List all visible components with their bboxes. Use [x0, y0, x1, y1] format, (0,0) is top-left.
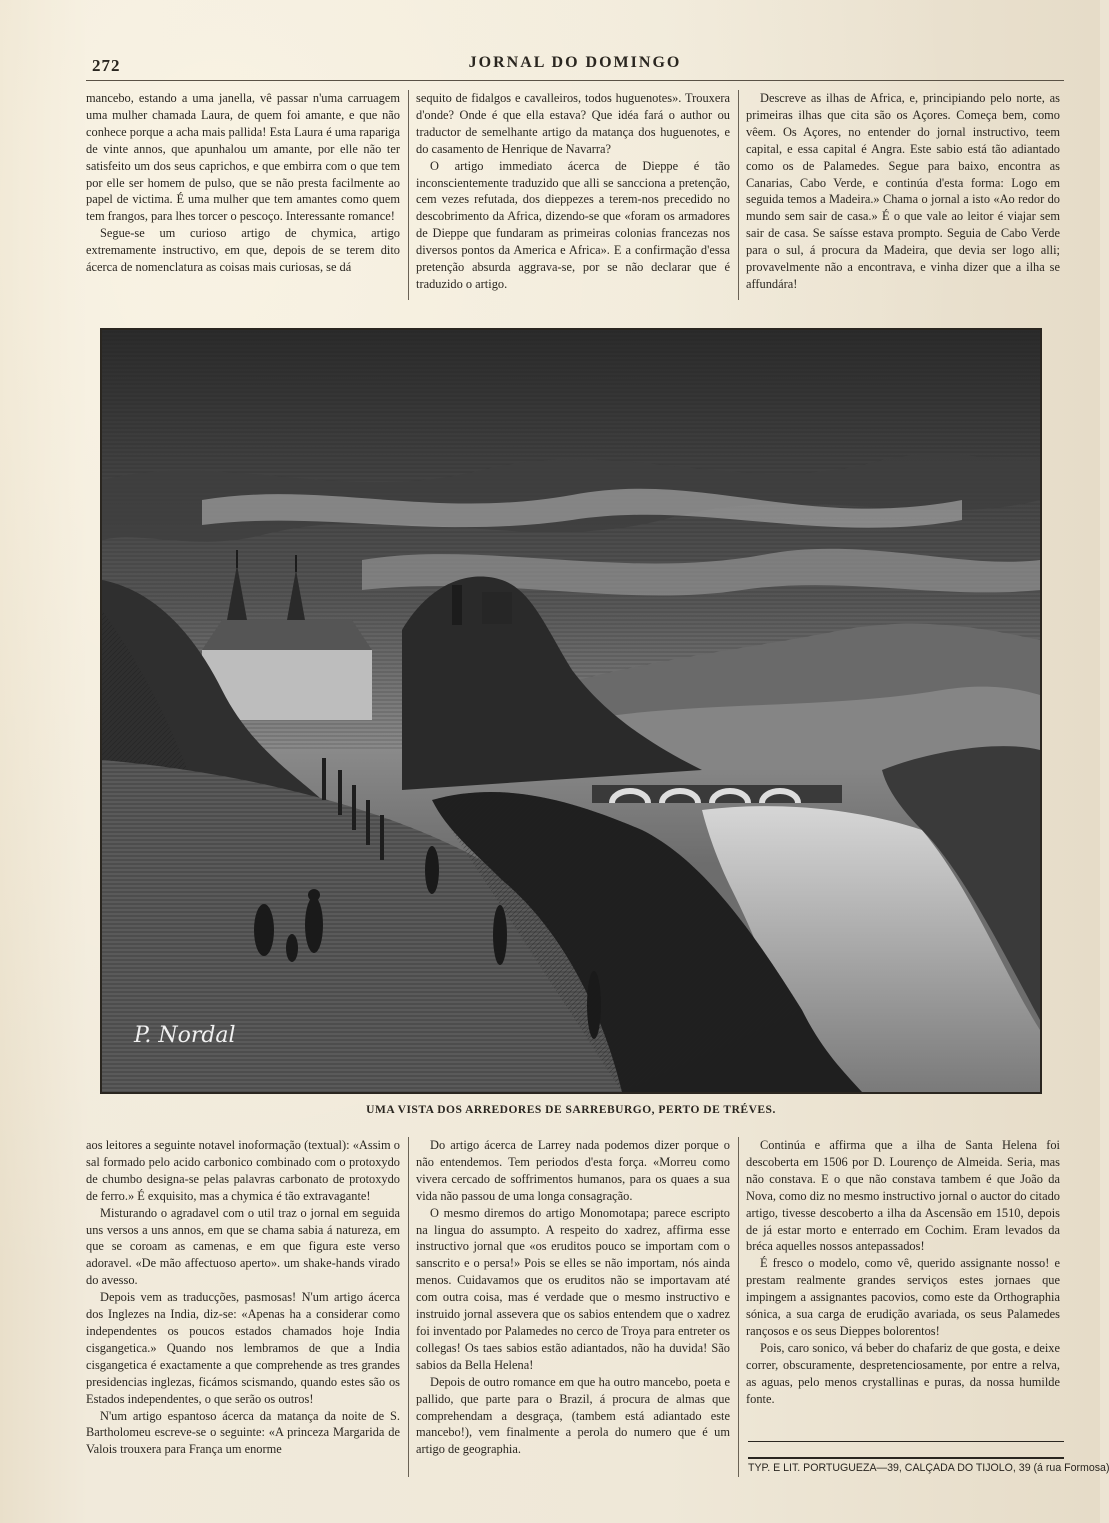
paragraph: sequito de fidalgos e cavalleiros, todos huguenotes». Trouxera d'onde? Onde é que ella estava? Que idéa fará o author ou traductor de semelhante artigo da matança dos huguenotes, e do casamento de Henrique de Navarra? — [416, 91, 730, 156]
engraving-illustration — [100, 328, 1042, 1094]
column-rule — [408, 1137, 409, 1477]
paragraph: Misturando o agradavel com o util traz o jornal em seguida uns versos a uns annos, em que se chama sabia á natureza, em que se coroam as camenas, e em que figura este verso adoravel. «De mão affectuoso aperto». um shake-hands virado do avesso. — [86, 1205, 400, 1288]
artist-signature: P. Nordal — [134, 1023, 236, 1048]
paragraph: Do artigo ácerca de Larrey nada podemos dizer porque o não entendemos. Tem periodos d'esta força. «Morreu como vivera cercado de soffrimentos humanos, para os quaes a sua vida não passou de uma longa consagração. — [416, 1138, 730, 1203]
column-rule — [738, 1137, 739, 1477]
imprint-rule — [748, 1441, 1064, 1442]
running-head — [86, 52, 1064, 81]
paragraph: Segue-se um curioso artigo de chymica, artigo extremamente instructivo, em que, depois de se terem dito ácerca de nomenclatura as coisas mais curiosas, se dá — [86, 226, 400, 275]
column-rule — [738, 90, 739, 300]
landscape-engraving — [102, 330, 1040, 1092]
paragraph: mancebo, estando a uma janella, vê passar n'uma carruagem uma mulher chamada Laura, de quem foi amante, e que não conhece porque a acha mais pallida! Esta Laura é uma rapariga de vinte annos, que apunhalou um amante, por elle não ter satisfeito um dos seus caprichos, e que embirra com o que tem por elle ser homem de pulso, que se não presta facilmente ao papel de victima. É uma mulher que tem amantes como quem tem frangos, para lhes torcer o pescoço. Interessante romance! — [86, 91, 400, 224]
column-rule — [408, 90, 409, 300]
illustration-caption: UMA VISTA DOS ARREDORES DE SARREBURGO, PERTO DE TRÉVES. — [366, 1104, 776, 1116]
printer-imprint: TYP. E LIT. PORTUGUEZA—39, CALÇADA DO TIJOLO, 39 (á rua Formosa) — [748, 1457, 1064, 1474]
page-number: 272 — [92, 56, 121, 75]
masthead: JORNAL DO DOMINGO — [468, 54, 682, 71]
paragraph: Pois, caro sonico, vá beber do chafariz de que gosta, e deixe correr, obscuramente, despretenciosamente, por entre a relva, as aguas, pelo menos crystallinas e puras, da nossa humilde fonte. — [746, 1340, 1060, 1406]
top-column-2 — [416, 90, 730, 293]
paragraph: É fresco o modelo, como vê, querido assignante nosso! e prestam realmente grandes serviços estes jornaes que impingem a assignantes pacovios, como este da Orthographia sónica, a sua carga de erudição avariada, os seus Palamedes rançosos e os seus Dieppes bolorentos! — [746, 1256, 1060, 1338]
paragraph: O mesmo diremos do artigo Monomotapa; parece escripto na lingua do assumpto. A respeito do xadrez, affirma esse instructivo jornal que «os eruditos pouco se importam com o sanscrito e o persa!» Pois se elles se não importam, nós ainda menos. Cuidavamos que os eruditos não se importavam até com outra coisa, mas é verdade que o mesmo instructivo e instruido jornal assevera que os sabios entendem que o xadrez foi inventado por Palamedes no cerco de Troya para entreter os collegas! Os taes sabios estão adiantados, não ha duvida! São sabios da Bella Helena! — [416, 1205, 730, 1372]
top-column-3 — [746, 90, 1060, 293]
bottom-column-2 — [416, 1137, 730, 1458]
paragraph: N'um artigo espantoso ácerca da matança da noite de S. Bartholomeu escreve-se o seguinte: «A princeza Margarida de Valois trouxera para França um enorme — [86, 1408, 400, 1457]
paragraph: Descreve as ilhas de Africa, e, principiando pelo norte, as primeiras ilhas que cita são os Açores. Começa bem, como vêem. Os Açores, no entender do jornal instructivo, teem capital, e essa capital é Angra. Este sabio está tão adiantado como os de Palamedes. Segue para baixo, encontra as Canarias, Cabo Verde, e continúa d'esta forma: Logo em seguida temos a Madeira.» Chama o jornal a isto «Ao redor do mundo sem sair de casa.» É o que vale ao leitor é viajar sem sair de casa. Se saísse estava prompto. Seguia de Cabo Verde para o sul, á procura da Madeira, que devia ser logo alli; provavelmente não a encontrava, e vinha dizer que a ilha se affundára! — [746, 91, 1060, 291]
paragraph: O artigo immediato ácerca de Dieppe é tão inconscientemente traduzido que alli se sancciona a pretenção, cem vezes refutada, dos dieppezes a terem-nos precedido no descobrimento da Africa, dizendo-se que «foram os armadores de Dieppe que fundaram as primeiras colonias francezas nos diversos pontos da America e Africa». E a confirmação d'essa pretenção absurda aggrava-se, por se não declarar que é traduzido o artigo. — [416, 158, 730, 291]
paragraph: Depois de outro romance em que ha outro mancebo, poeta e pallido, que parte para o Brazil, á procura de almas que comprehendam a desgraça, (tambem está adiantado este mancebo!), vem finalmente a perola do numero que é um artigo de geographia. — [416, 1374, 730, 1457]
paragraph: aos leitores a seguinte notavel inoformação (textual): «Assim o sal formado pelo acido carbonico combinado com o protoxydo de chumbo designa-se pelas palavras carbonato de protoxydo de ferro.» É exquisito, mas a chymica é tão extravagante! — [86, 1138, 400, 1203]
bottom-column-1 — [86, 1137, 400, 1458]
paragraph: Depois vem as traducções, pasmosas! N'um artigo ácerca dos Inglezes na India, diz-se: «Apenas ha a considerar como independentes os poucos estados chamados hoje India cisgangetica.» Quando nos lembramos de que a India cisgangetica é exactamente a que comprehende as tres grandes presidencias inglezas, ficámos scismando, quando estes são os Estados independentes, o que serão os outros! — [86, 1290, 400, 1406]
top-column-1 — [86, 90, 400, 276]
paragraph: Continúa e affirma que a ilha de Santa Helena foi descoberta em 1506 por D. Lourenço de Almeida. Seria, mas não constava. E o que não constava tambem é que João da Nova, como diz no mesmo instructivo jornal o auctor do citado artigo, tivesse descoberto a ilha da Ascensão em 1510, depois de já estar morto e enterrado em Cochim. Eram levados da bréca aquelles nossos antepassados! — [746, 1138, 1060, 1254]
bottom-column-3 — [746, 1137, 1060, 1408]
